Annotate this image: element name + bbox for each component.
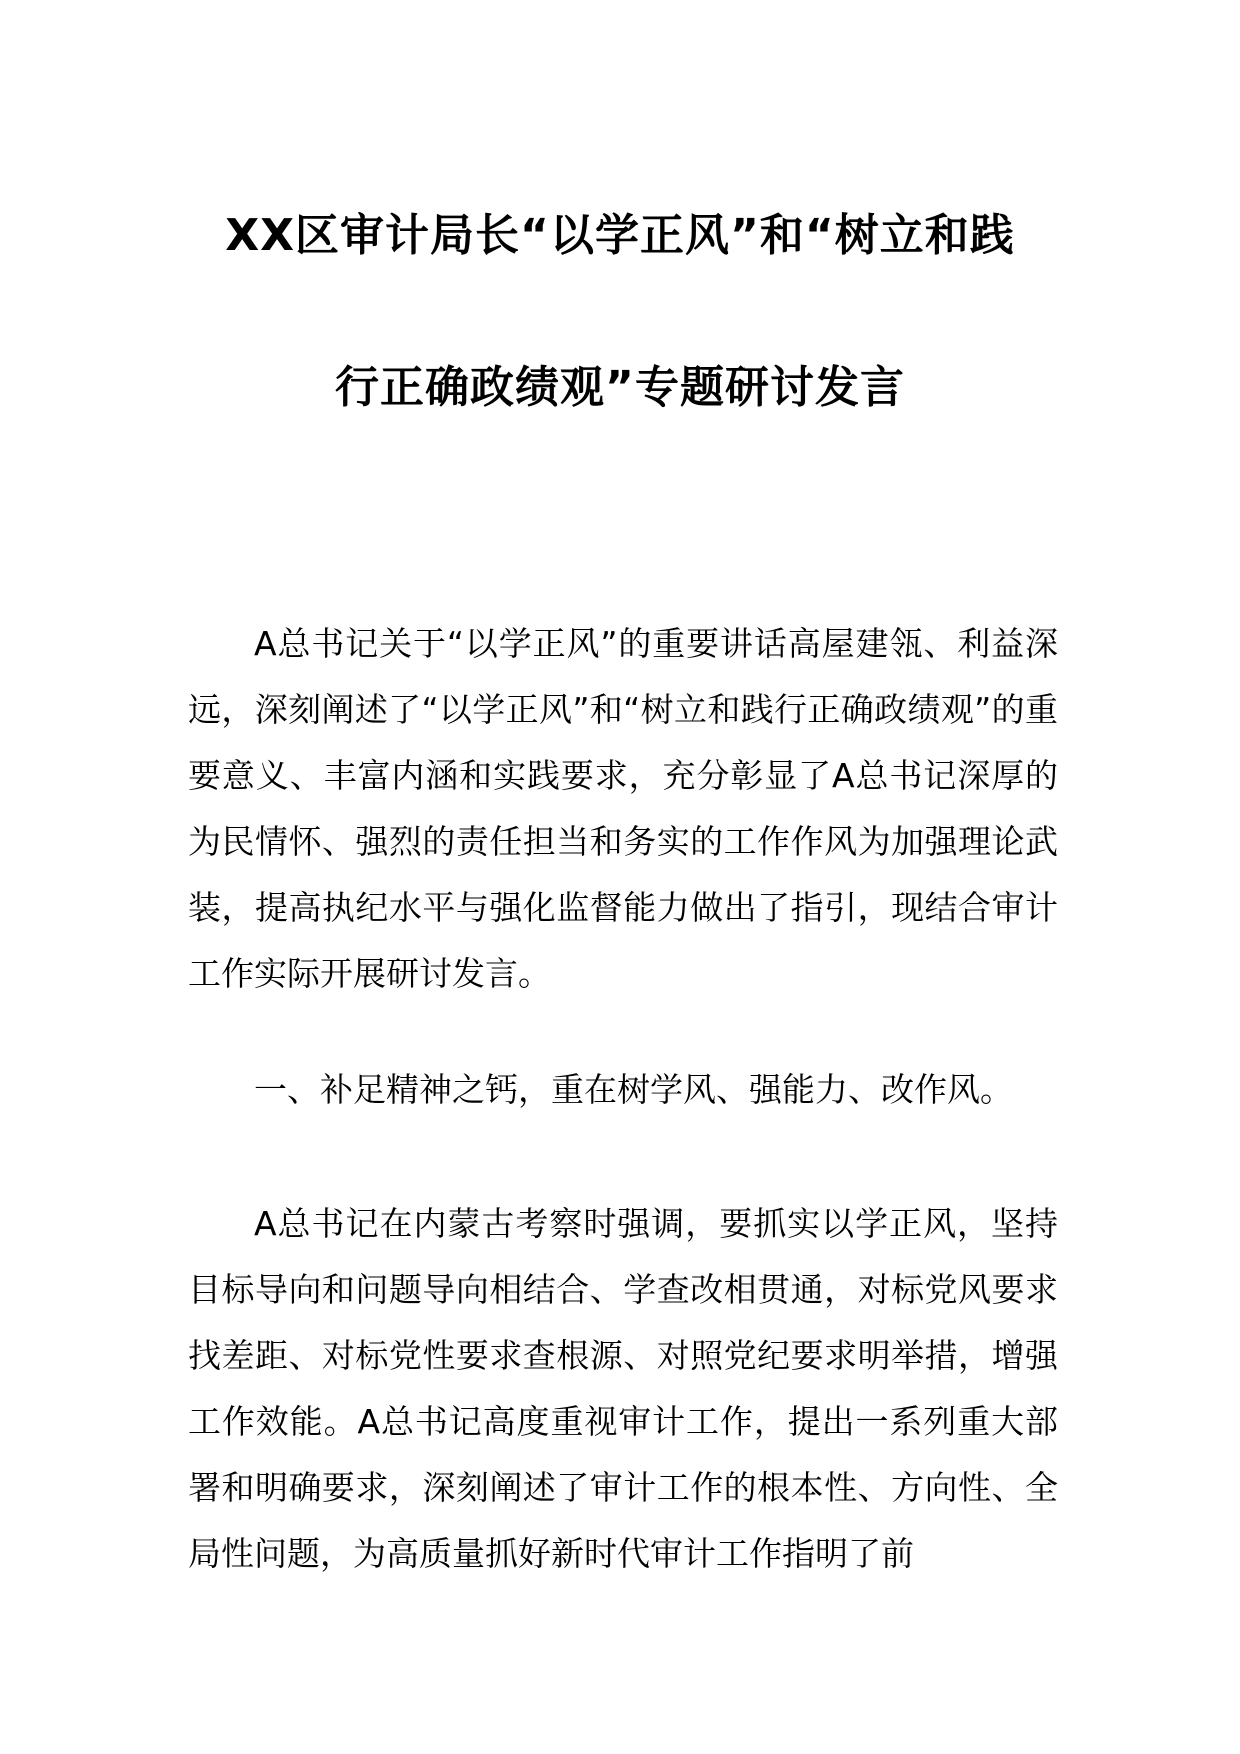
section-heading-1: 一、补足精神之钙，重在树学风、强能力、改作风。 [254,1070,1013,1109]
document-title-line-2: 行正确政绩观”专题研讨发言 [335,362,905,413]
body-paragraph-intro: A总书记关于“以学正风”的重要讲话高屋建瓴、利益深远，深刻阐述了“以学正风”和“树立和践行正确政绩观”的重要意义、丰富内涵和实践要求，充分彰显了A总书记深厚的为民情怀、强烈的责任担当和务实的工作作风为加强理论武装，提高执纪水平与强化监督能力做出了指引，现结合审计工作实际开展研讨发言。 [188,624,1058,993]
body-paragraph-section-1: A总书记在内蒙古考察时强调，要抓实以学正风，坚持目标导向和问题导向相结合、学查改相贯通，对标党风要求找差距、对标党性要求查根源、对照党纪要求明举措，增强工作效能。A总书记高度重视审计工作，提出一系列重大部署和明确要求，深刻阐述了审计工作的根本性、方向性、全局性问题，为高质量抓好新时代审计工作指明了前 [188,1204,1058,1573]
document-title-line-1: XX区审计局长“以学正风”和“树立和践 [225,210,1015,261]
